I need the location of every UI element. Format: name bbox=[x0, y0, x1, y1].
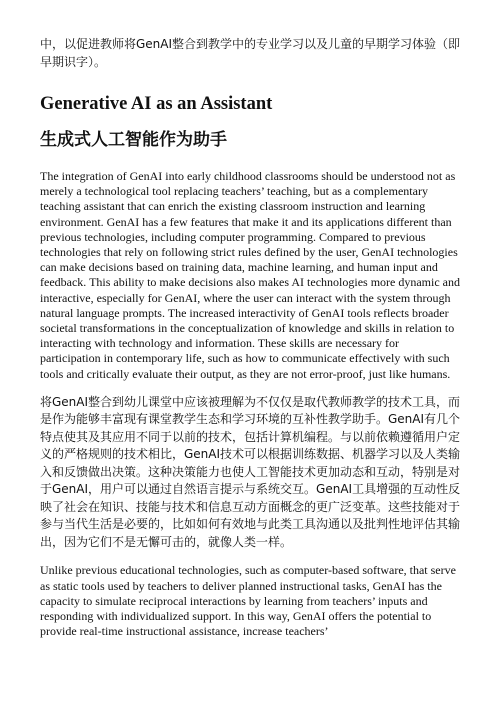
document-page bbox=[40, 36, 462, 639]
body-paragraph-en-2: Unlike previous educational technologies, such as computer-based software, that serve as static tools used by teachers to deliver planned instructional tasks, GenAI has the capacity to simulate reciprocal interactions by learning from teachers’ inputs and responding with individualized support. In this way, GenAI offers the potential to provide real-time instructional assistance, increase teachers’ bbox=[40, 563, 456, 639]
section-heading-zh: 生成式人工智能作为助手 bbox=[40, 130, 227, 150]
section-heading-en: Generative AI as an Assistant bbox=[40, 94, 273, 114]
body-paragraph-en-1: The integration of GenAI into early childhood classrooms should be understood not as merely a technological tool replacing teachers’ teaching, but as a complementary teaching assistant that can enrich the existing classroom instruction and learning environment. GenAI has a few features that make it and its applications different than previous technologies, including computer programming. Compared to previous technologies that rely on following strict rules defined by the user, GenAI technologies can make decisions based on training data, machine learning, and human input and feedback. This ability to make decisions also makes AI technologies more dynamic and interactive, especially for GenAI, where the user can interact with the system through natural language prompts. The increased interactivity of GenAI tools reflects broader societal transformations in the conceptualization of knowledge and skills in relation to interacting with technology and information. These skills are necessary for participation in contemporary life, such as how to communicate effectively with such tools and critically evaluate their output, as they are not error-proof, just like humans. bbox=[40, 169, 460, 381]
body-paragraph-zh-1: 将GenAI整合到幼儿课堂中应该被理解为不仅仅是取代教师教学的技术工具，而是作为能够丰富现有课堂教学生态和学习环境的互补性教学助手。GenAI有几个特点使其及其应用不同于以前的技术，包括计算机编程。与以前依赖遵循用户定义的严格规则的技术相比，GenAI技术可以根据训练数据、机器学习以及人类输入和反馈做出决策。这种决策能力也使人工智能技术更加动态和互动，特别是对于GenAI，用户可以通过自然语言提示与系统交互。GenAI工具增强的互动性反映了社会在知识、技能与技术和信息互动方面概念的更广泛变革。这些技能对于参与当代生活是必要的，比如如何有效地与此类工具沟通以及批判性地评估其输出，因为它们不是无懈可击的，就像人类一样。 bbox=[40, 394, 461, 549]
intro-paragraph-zh: 中，以促进教师将GenAI整合到教学中的专业学习以及儿童的早期学习体验（即早期识字）。 bbox=[40, 37, 461, 69]
